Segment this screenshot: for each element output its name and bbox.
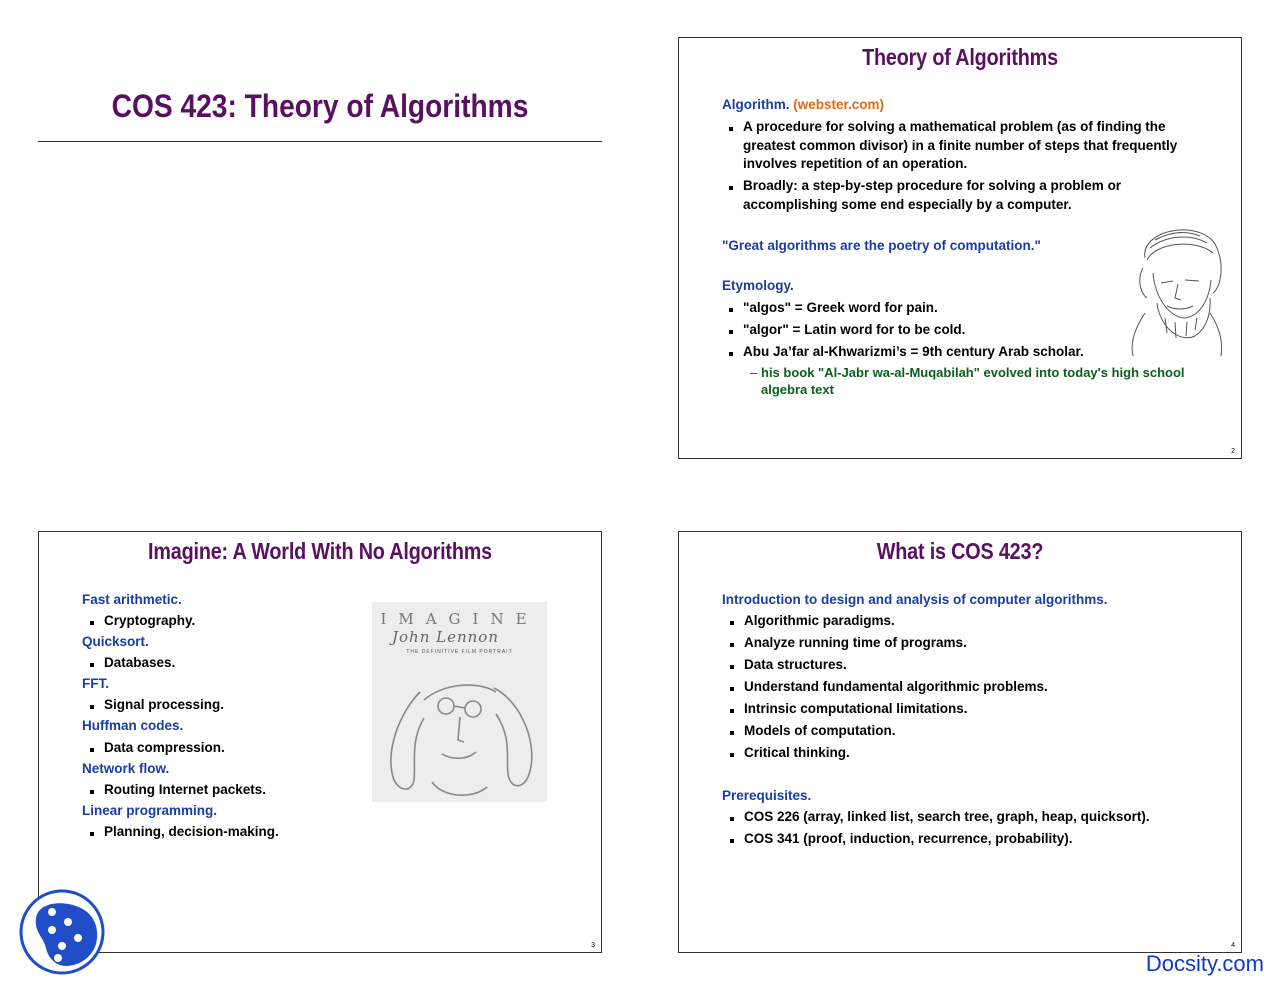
page-number: 2 [1231,448,1235,455]
topic-7: Critical thinking. [744,744,850,763]
topic-6: Models of computation. [744,722,896,741]
definition-bullet-2: Broadly: a step-by-step procedure for solving a problem or accomplishing some end especially by a computer. [743,177,1163,214]
item-head-3: FFT. [82,676,109,691]
slide-2-title: Theory of Algorithms [862,44,1058,70]
docsity-logo-icon[interactable] [18,888,106,976]
topic-3: Data structures. [744,656,847,675]
topic-1: Algorithmic paradigms. [744,612,895,631]
source-link[interactable]: (webster.com) [793,97,885,112]
slide-3-title: Imagine: A World With No Algorithms [148,538,492,564]
slide-3 [38,531,602,953]
prereq-label: Prerequisites. [722,788,812,803]
poster-title: IMAGINE [380,610,539,628]
slide-1-title: COS 423: Theory of Algorithms [111,88,529,124]
item-sub-3: Signal processing. [104,696,224,715]
item-head-6: Linear programming. [82,803,218,818]
etymology-sub-bullet: – his book "Al-Jabr wa-al-Muqabilah" evolved into today's high school algebra text [761,365,1191,398]
item-sub-1: Cryptography. [104,612,195,631]
docsity-watermark-link[interactable]: Docsity.com [1145,951,1264,976]
etymology-bullet-2: "algor" = Latin word for to be cold. [743,321,965,340]
item-head-5: Network flow. [82,761,170,776]
page-number: 4 [1231,942,1235,949]
etymology-label: Etymology. [722,278,794,293]
prereq-2: COS 341 (proof, induction, recurrence, probability). [744,830,1073,849]
poster-signature: John Lennon [392,628,499,646]
lennon-sketch [372,662,547,802]
prereq-1: COS 226 (array, linked list, search tree, graph, heap, quicksort). [744,808,1150,827]
etymology-bullet-3: Abu Ja’far al-Khwarizmi’s = 9th century Arab scholar. [743,343,1084,362]
quote: "Great algorithms are the poetry of computation." [722,238,1041,253]
item-head-1: Fast arithmetic. [82,592,182,607]
item-head-4: Huffman codes. [82,718,184,733]
poster-subtitle: THE DEFINITIVE FILM PORTRAIT [406,649,513,655]
course-intro: Introduction to design and analysis of computer algorithms. [722,592,1108,607]
page-number: 3 [591,942,595,949]
slide-4 [678,531,1242,953]
imagine-poster-image [372,602,547,802]
topic-5: Intrinsic computational limitations. [744,700,968,719]
slide-4-title: What is COS 423? [876,538,1044,564]
item-sub-4: Data compression. [104,739,225,758]
item-sub-5: Routing Internet packets. [104,781,266,800]
etymology-bullet-1: "algos" = Greek word for pain. [743,299,938,318]
item-sub-2: Databases. [104,654,175,673]
algorithm-definition-header [722,96,884,115]
slide-2 [678,37,1242,459]
item-head-2: Quicksort. [82,634,149,649]
title-divider [38,141,602,142]
topic-2: Analyze running time of programs. [744,634,967,653]
al-khwarizmi-portrait-image [1125,218,1225,358]
definition-bullet-1: A procedure for solving a mathematical problem (as of finding the greatest common divisor) in a finite number of steps that frequently involves repetition of an operation. [743,118,1203,174]
topic-4: Understand fundamental algorithmic problems. [744,678,1048,697]
item-sub-6: Planning, decision-making. [104,823,279,842]
algorithm-label: Algorithm. [722,97,790,112]
